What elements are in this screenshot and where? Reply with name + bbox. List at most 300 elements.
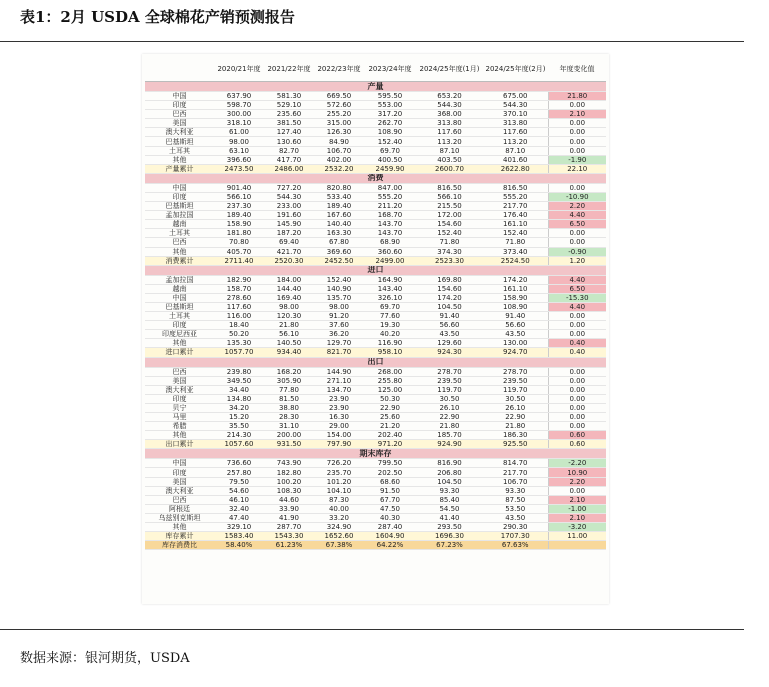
- value-cell: 2523.30: [416, 256, 483, 265]
- change-cell: 0.00: [548, 119, 606, 128]
- value-cell: 187.20: [264, 229, 314, 238]
- row-label: 越南: [145, 284, 214, 293]
- value-cell: 598.70: [214, 101, 264, 110]
- row-label: 澳大利亚: [145, 486, 214, 495]
- value-cell: 255.80: [364, 376, 416, 385]
- value-cell: 38.80: [264, 403, 314, 412]
- change-cell: 0.60: [548, 431, 606, 440]
- change-cell: 2.10: [548, 495, 606, 504]
- value-cell: 161.10: [483, 220, 548, 229]
- row-label: 巴基斯坦: [145, 302, 214, 311]
- value-cell: 369.60: [314, 247, 364, 256]
- table-row: [145, 477, 606, 486]
- value-cell: 154.00: [314, 431, 364, 440]
- value-cell: 108.90: [483, 302, 548, 311]
- row-label: 马里: [145, 413, 214, 422]
- row-label: 其他: [145, 247, 214, 256]
- value-cell: 116.90: [364, 339, 416, 348]
- value-cell: 98.00: [264, 302, 314, 311]
- row-label: 美国: [145, 119, 214, 128]
- value-cell: 675.00: [483, 92, 548, 101]
- value-cell: 43.50: [483, 330, 548, 339]
- value-cell: 63.10: [214, 146, 264, 155]
- change-cell: 0.00: [548, 422, 606, 431]
- value-cell: 2622.80: [483, 164, 548, 173]
- value-cell: 2473.50: [214, 164, 264, 173]
- value-cell: 555.20: [364, 192, 416, 201]
- value-cell: 71.80: [416, 238, 483, 247]
- value-cell: 104.10: [314, 486, 364, 495]
- row-label: 印度: [145, 101, 214, 110]
- row-label: 土耳其: [145, 146, 214, 155]
- value-cell: 34.20: [214, 403, 264, 412]
- row-label: 希腊: [145, 422, 214, 431]
- value-cell: 736.60: [214, 459, 264, 468]
- change-cell: 0.00: [548, 385, 606, 394]
- table-row: [145, 523, 606, 532]
- value-cell: 349.50: [214, 376, 264, 385]
- value-cell: 21.80: [264, 321, 314, 330]
- value-cell: 19.30: [364, 321, 416, 330]
- value-cell: 47.40: [214, 513, 264, 522]
- value-cell: 100.20: [264, 477, 314, 486]
- value-cell: 262.70: [364, 119, 416, 128]
- table-row: [145, 339, 606, 348]
- value-cell: 106.70: [483, 477, 548, 486]
- change-cell: 0.00: [548, 229, 606, 238]
- section-header-row: [145, 265, 606, 275]
- value-cell: 144.90: [314, 367, 364, 376]
- value-cell: 421.70: [264, 247, 314, 256]
- row-label: 美国: [145, 376, 214, 385]
- value-cell: 68.90: [364, 238, 416, 247]
- table-row: [145, 137, 606, 146]
- section-title: 产量: [145, 82, 606, 92]
- value-cell: 104.50: [416, 302, 483, 311]
- value-cell: 168.20: [264, 367, 314, 376]
- change-cell: 0.00: [548, 101, 606, 110]
- value-cell: 158.90: [483, 293, 548, 302]
- value-cell: 50.20: [214, 330, 264, 339]
- value-cell: 79.50: [214, 477, 264, 486]
- table-row: [145, 164, 606, 173]
- value-cell: 34.40: [214, 385, 264, 394]
- value-cell: 533.40: [314, 192, 364, 201]
- row-label: 中国: [145, 92, 214, 101]
- change-cell: 4.40: [548, 275, 606, 284]
- row-label: 库存消费比: [145, 541, 214, 550]
- header-cell: 2024/25年度(2月): [483, 57, 548, 82]
- change-cell: -10.90: [548, 192, 606, 201]
- value-cell: 140.50: [264, 339, 314, 348]
- value-cell: 924.70: [483, 348, 548, 357]
- row-label: 其他: [145, 523, 214, 532]
- change-cell: 11.00: [548, 532, 606, 541]
- value-cell: 84.90: [314, 137, 364, 146]
- value-cell: 401.60: [483, 155, 548, 164]
- value-cell: 2486.00: [264, 164, 314, 173]
- change-cell: 0.00: [548, 321, 606, 330]
- row-label: 印度: [145, 394, 214, 403]
- value-cell: 130.60: [264, 137, 314, 146]
- value-cell: 189.40: [214, 211, 264, 220]
- value-cell: 329.10: [214, 523, 264, 532]
- value-cell: 116.00: [214, 312, 264, 321]
- value-cell: 287.70: [264, 523, 314, 532]
- value-cell: 87.30: [314, 495, 364, 504]
- header-row: [145, 57, 606, 82]
- value-cell: 22.90: [416, 413, 483, 422]
- value-cell: 135.30: [214, 339, 264, 348]
- value-cell: 743.90: [264, 459, 314, 468]
- value-cell: 566.10: [214, 192, 264, 201]
- value-cell: 237.30: [214, 202, 264, 211]
- value-cell: 93.30: [416, 486, 483, 495]
- value-cell: 268.00: [364, 367, 416, 376]
- value-cell: 134.80: [214, 394, 264, 403]
- value-cell: 215.50: [416, 202, 483, 211]
- table-row: [145, 211, 606, 220]
- value-cell: 130.00: [483, 339, 548, 348]
- value-cell: 41.90: [264, 513, 314, 522]
- table-row: [145, 92, 606, 101]
- value-cell: 847.00: [364, 183, 416, 192]
- table-row: [145, 394, 606, 403]
- value-cell: 1057.70: [214, 348, 264, 357]
- value-cell: 25.60: [364, 413, 416, 422]
- value-cell: 56.10: [264, 330, 314, 339]
- value-cell: 373.40: [483, 247, 548, 256]
- value-cell: 381.50: [264, 119, 314, 128]
- value-cell: 69.70: [364, 302, 416, 311]
- table-row: [145, 495, 606, 504]
- change-cell: 0.00: [548, 486, 606, 495]
- table-row: [145, 376, 606, 385]
- value-cell: 1604.90: [364, 532, 416, 541]
- value-cell: 214.30: [214, 431, 264, 440]
- value-cell: 91.40: [416, 312, 483, 321]
- value-cell: 43.50: [483, 513, 548, 522]
- value-cell: 85.40: [416, 495, 483, 504]
- row-label: 库存累计: [145, 532, 214, 541]
- change-cell: 1.20: [548, 256, 606, 265]
- table-row: [145, 302, 606, 311]
- change-cell: 2.10: [548, 513, 606, 522]
- table-row: [145, 192, 606, 201]
- value-cell: 958.10: [364, 348, 416, 357]
- value-cell: 164.90: [364, 275, 416, 284]
- value-cell: 91.20: [314, 312, 364, 321]
- change-cell: 21.80: [548, 92, 606, 101]
- value-cell: 300.00: [214, 110, 264, 119]
- table-row: [145, 284, 606, 293]
- value-cell: 182.90: [214, 275, 264, 284]
- value-cell: 400.50: [364, 155, 416, 164]
- value-cell: 595.50: [364, 92, 416, 101]
- value-cell: 35.50: [214, 422, 264, 431]
- value-cell: 313.80: [416, 119, 483, 128]
- value-cell: 117.60: [483, 128, 548, 137]
- value-cell: 313.80: [483, 119, 548, 128]
- value-cell: 925.50: [483, 440, 548, 449]
- change-cell: 0.40: [548, 339, 606, 348]
- value-cell: 2520.30: [264, 256, 314, 265]
- row-label: 越南: [145, 220, 214, 229]
- section-title: 出口: [145, 357, 606, 367]
- value-cell: 30.50: [483, 394, 548, 403]
- value-cell: 799.50: [364, 459, 416, 468]
- value-cell: 235.70: [314, 468, 364, 477]
- value-cell: 2532.20: [314, 164, 364, 173]
- value-cell: 61.23%: [264, 541, 314, 550]
- table-row: [145, 486, 606, 495]
- value-cell: 134.70: [314, 385, 364, 394]
- value-cell: 77.60: [364, 312, 416, 321]
- change-cell: 0.00: [548, 137, 606, 146]
- value-cell: 98.00: [314, 302, 364, 311]
- value-cell: 185.70: [416, 431, 483, 440]
- value-cell: 104.50: [416, 477, 483, 486]
- value-cell: 797.90: [314, 440, 364, 449]
- value-cell: 125.00: [364, 385, 416, 394]
- row-label: 中国: [145, 459, 214, 468]
- value-cell: 167.60: [314, 211, 364, 220]
- value-cell: 93.30: [483, 486, 548, 495]
- value-cell: 91.50: [364, 486, 416, 495]
- value-cell: 211.20: [364, 202, 416, 211]
- value-cell: 202.40: [364, 431, 416, 440]
- value-cell: 637.90: [214, 92, 264, 101]
- table-row: [145, 128, 606, 137]
- value-cell: 368.00: [416, 110, 483, 119]
- header-cell: 2021/22年度: [264, 57, 314, 82]
- table-row: [145, 440, 606, 449]
- value-cell: 1543.30: [264, 532, 314, 541]
- value-cell: 572.60: [314, 101, 364, 110]
- value-cell: 26.10: [416, 403, 483, 412]
- value-cell: 43.50: [416, 330, 483, 339]
- value-cell: 40.20: [364, 330, 416, 339]
- value-cell: 53.50: [483, 504, 548, 513]
- table-row: [145, 459, 606, 468]
- row-label: 土耳其: [145, 229, 214, 238]
- row-label: 澳大利亚: [145, 385, 214, 394]
- row-label: 阿根廷: [145, 504, 214, 513]
- value-cell: 816.50: [483, 183, 548, 192]
- value-cell: 239.80: [214, 367, 264, 376]
- change-cell: -0.90: [548, 247, 606, 256]
- value-cell: 239.50: [416, 376, 483, 385]
- table-row: [145, 146, 606, 155]
- value-cell: 217.70: [483, 468, 548, 477]
- change-cell: 0.00: [548, 183, 606, 192]
- value-cell: 98.00: [214, 137, 264, 146]
- value-cell: 68.60: [364, 477, 416, 486]
- value-cell: 67.70: [364, 495, 416, 504]
- change-cell: 0.00: [548, 146, 606, 155]
- change-cell: [548, 541, 606, 550]
- value-cell: 374.30: [416, 247, 483, 256]
- table-row: [145, 238, 606, 247]
- value-cell: 30.50: [416, 394, 483, 403]
- value-cell: 117.60: [214, 302, 264, 311]
- section-header-row: [145, 173, 606, 183]
- value-cell: 2459.90: [364, 164, 416, 173]
- value-cell: 91.40: [483, 312, 548, 321]
- header-cell: [145, 57, 214, 82]
- value-cell: 257.80: [214, 468, 264, 477]
- value-cell: 22.90: [364, 403, 416, 412]
- row-label: 孟加拉国: [145, 211, 214, 220]
- value-cell: 370.10: [483, 110, 548, 119]
- value-cell: 143.70: [364, 229, 416, 238]
- value-cell: 18.40: [214, 321, 264, 330]
- value-cell: 144.40: [264, 284, 314, 293]
- value-cell: 924.90: [416, 440, 483, 449]
- value-cell: 278.60: [214, 293, 264, 302]
- value-cell: 726.20: [314, 459, 364, 468]
- value-cell: 318.10: [214, 119, 264, 128]
- table-row: [145, 321, 606, 330]
- value-cell: 108.30: [264, 486, 314, 495]
- value-cell: 934.40: [264, 348, 314, 357]
- change-cell: 0.00: [548, 128, 606, 137]
- value-cell: 202.50: [364, 468, 416, 477]
- value-cell: 158.90: [214, 220, 264, 229]
- change-cell: 0.60: [548, 440, 606, 449]
- value-cell: 87.50: [483, 495, 548, 504]
- table-row: [145, 183, 606, 192]
- value-cell: 396.60: [214, 155, 264, 164]
- table-row: [145, 155, 606, 164]
- value-cell: 2524.50: [483, 256, 548, 265]
- value-cell: 924.30: [416, 348, 483, 357]
- value-cell: 41.40: [416, 513, 483, 522]
- value-cell: 305.90: [264, 376, 314, 385]
- value-cell: 145.90: [264, 220, 314, 229]
- value-cell: 1057.60: [214, 440, 264, 449]
- table-row: [145, 229, 606, 238]
- change-cell: 6.50: [548, 284, 606, 293]
- forecast-table-image: [142, 54, 609, 604]
- usda-cotton-table: [145, 57, 606, 550]
- change-cell: 4.40: [548, 211, 606, 220]
- value-cell: 87.10: [416, 146, 483, 155]
- source-note: 数据来源：银河期货，USDA: [20, 651, 190, 666]
- value-cell: 1696.30: [416, 532, 483, 541]
- value-cell: 69.40: [264, 238, 314, 247]
- row-label: 巴西: [145, 495, 214, 504]
- table-row: [145, 247, 606, 256]
- value-cell: 40.30: [364, 513, 416, 522]
- change-cell: -1.90: [548, 155, 606, 164]
- value-cell: 152.40: [416, 229, 483, 238]
- value-cell: 120.30: [264, 312, 314, 321]
- value-cell: 326.10: [364, 293, 416, 302]
- value-cell: 140.40: [314, 220, 364, 229]
- table-row: [145, 256, 606, 265]
- value-cell: 81.50: [264, 394, 314, 403]
- value-cell: 67.38%: [314, 541, 364, 550]
- change-cell: 10.90: [548, 468, 606, 477]
- value-cell: 31.10: [264, 422, 314, 431]
- row-label: 巴基斯坦: [145, 202, 214, 211]
- value-cell: 152.40: [483, 229, 548, 238]
- value-cell: 417.70: [264, 155, 314, 164]
- header-cell: 2020/21年度: [214, 57, 264, 82]
- row-label: 巴西: [145, 110, 214, 119]
- value-cell: 64.22%: [364, 541, 416, 550]
- header-cell: 2023/24年度: [364, 57, 416, 82]
- value-cell: 217.70: [483, 202, 548, 211]
- value-cell: 37.60: [314, 321, 364, 330]
- value-cell: 143.40: [364, 284, 416, 293]
- value-cell: 233.00: [264, 202, 314, 211]
- change-cell: 0.00: [548, 312, 606, 321]
- value-cell: 255.20: [314, 110, 364, 119]
- value-cell: 1707.30: [483, 532, 548, 541]
- value-cell: 553.00: [364, 101, 416, 110]
- table-row: [145, 202, 606, 211]
- value-cell: 126.30: [314, 128, 364, 137]
- value-cell: 669.50: [314, 92, 364, 101]
- value-cell: 129.70: [314, 339, 364, 348]
- change-cell: 2.20: [548, 477, 606, 486]
- value-cell: 2711.40: [214, 256, 264, 265]
- value-cell: 152.40: [314, 275, 364, 284]
- change-cell: 0.00: [548, 238, 606, 247]
- value-cell: 154.60: [416, 220, 483, 229]
- value-cell: 653.20: [416, 92, 483, 101]
- table-row: [145, 293, 606, 302]
- value-cell: 181.80: [214, 229, 264, 238]
- value-cell: 158.70: [214, 284, 264, 293]
- change-cell: -15.30: [548, 293, 606, 302]
- value-cell: 15.20: [214, 413, 264, 422]
- row-label: 进口累计: [145, 348, 214, 357]
- value-cell: 235.60: [264, 110, 314, 119]
- value-cell: 200.00: [264, 431, 314, 440]
- value-cell: 113.20: [416, 137, 483, 146]
- value-cell: 161.10: [483, 284, 548, 293]
- table-row: [145, 330, 606, 339]
- header-cell: 年度变化值: [548, 57, 606, 82]
- value-cell: 21.80: [416, 422, 483, 431]
- value-cell: 23.90: [314, 403, 364, 412]
- value-cell: 814.70: [483, 459, 548, 468]
- value-cell: 140.90: [314, 284, 364, 293]
- value-cell: 67.63%: [483, 541, 548, 550]
- change-cell: 2.20: [548, 202, 606, 211]
- value-cell: 544.30: [264, 192, 314, 201]
- value-cell: 189.40: [314, 202, 364, 211]
- value-cell: 87.10: [483, 146, 548, 155]
- value-cell: 581.30: [264, 92, 314, 101]
- value-cell: 317.20: [364, 110, 416, 119]
- row-label: 其他: [145, 431, 214, 440]
- change-cell: 0.00: [548, 330, 606, 339]
- change-cell: -1.00: [548, 504, 606, 513]
- row-label: 印度: [145, 321, 214, 330]
- change-cell: -3.20: [548, 523, 606, 532]
- row-label: 产量累计: [145, 164, 214, 173]
- row-label: 美国: [145, 477, 214, 486]
- value-cell: 816.50: [416, 183, 483, 192]
- value-cell: 206.80: [416, 468, 483, 477]
- value-cell: 566.10: [416, 192, 483, 201]
- row-label: 其他: [145, 155, 214, 164]
- value-cell: 23.90: [314, 394, 364, 403]
